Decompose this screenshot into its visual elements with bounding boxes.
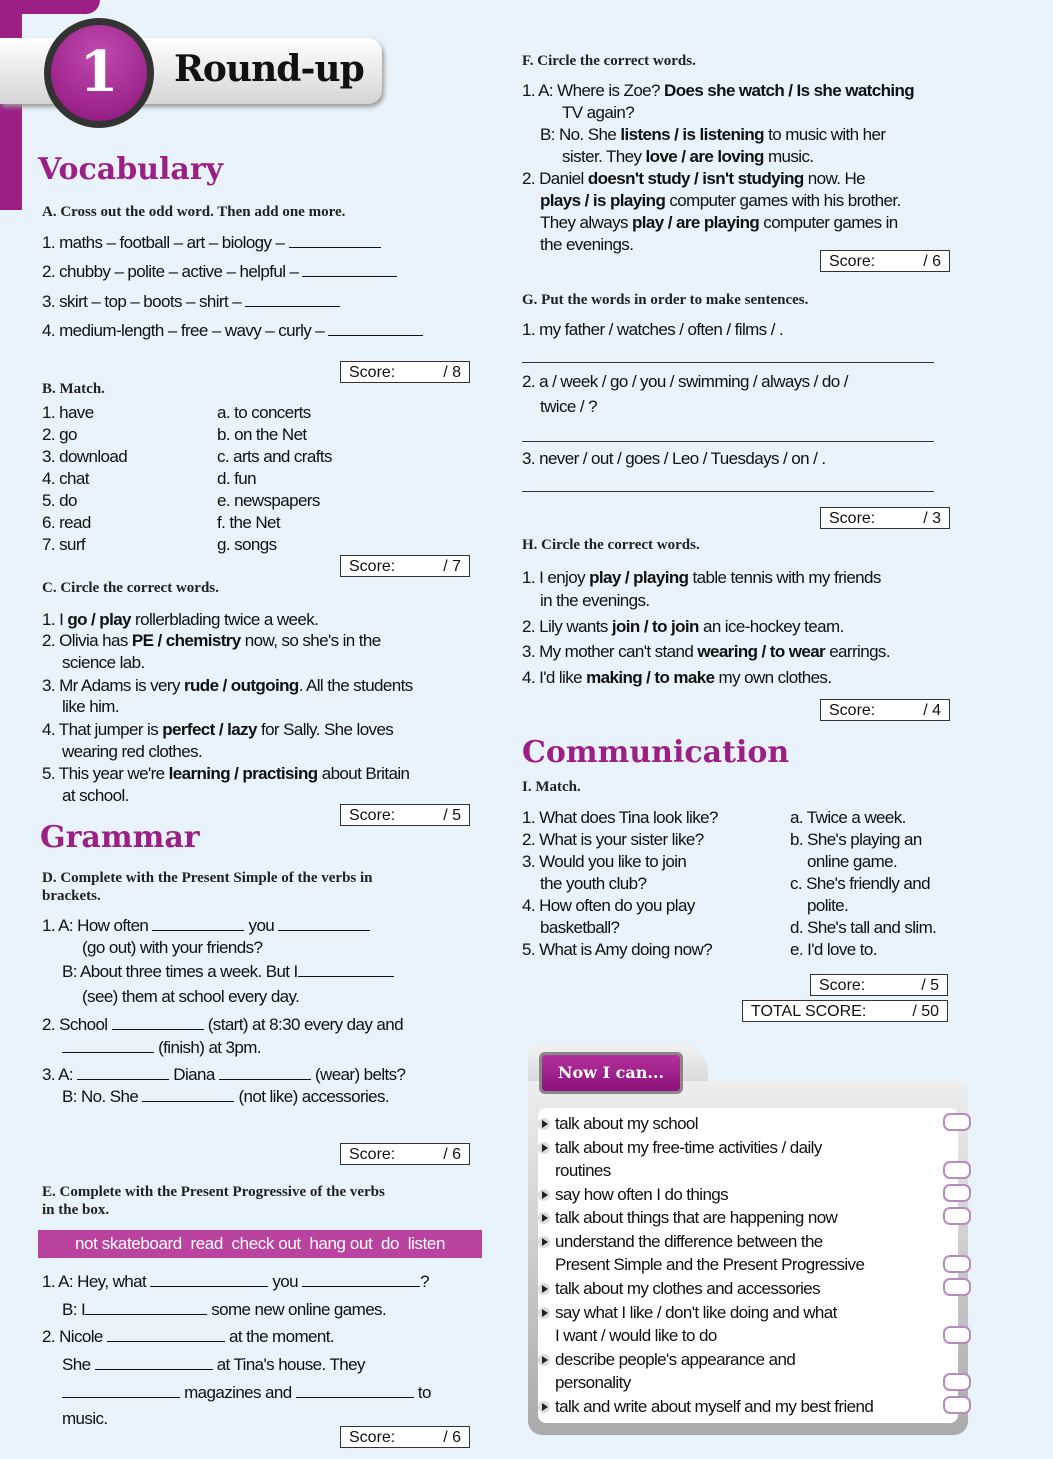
text-segment: you	[272, 1272, 298, 1291]
bullet-arrow-icon	[538, 1118, 550, 1130]
exercise-f-line	[540, 212, 898, 234]
bullet-arrow-icon	[538, 1307, 550, 1319]
text-segment: say how often I do things	[555, 1185, 729, 1204]
exercise-f-line: the evenings.	[540, 235, 634, 254]
exercise-e-item	[62, 1382, 431, 1404]
section-title-grammar: Grammar	[40, 820, 200, 855]
score-value: / 5	[443, 807, 461, 824]
match-right-column	[790, 807, 936, 961]
match-item: 5. do	[42, 491, 77, 510]
text-segment: earrings.	[825, 642, 890, 661]
exercise-g-item: 2. a / week / go / you / swimming / always / do /	[522, 372, 848, 391]
answer: online game.	[807, 852, 898, 871]
word-choice[interactable]: join / to join	[611, 617, 699, 636]
text-segment: talk and write about myself and my best friend	[555, 1397, 874, 1416]
text-segment: They always	[540, 213, 633, 232]
exercise-c-item	[42, 719, 393, 741]
match-option: e. newspapers	[217, 491, 320, 510]
score-label: Score:	[349, 364, 396, 381]
score-value: / 4	[923, 702, 941, 719]
answer-blank[interactable]	[62, 1383, 180, 1398]
match-option: b. on the Net	[217, 425, 307, 444]
exercise-h-item	[522, 641, 890, 663]
checkbox[interactable]	[943, 1326, 971, 1344]
text-segment: 4. That jumper is	[42, 720, 163, 739]
score-value: / 6	[443, 1429, 461, 1446]
word-choice[interactable]: PE / chemistry	[131, 631, 241, 650]
answer-blank[interactable]	[219, 1065, 311, 1080]
answer: c. She's friendly and	[790, 874, 930, 893]
text-segment: 3. A:	[42, 1065, 74, 1084]
score-label: Score:	[819, 977, 866, 994]
text-segment: B: No. She	[62, 1087, 139, 1106]
answer-blank[interactable]	[150, 1272, 268, 1287]
text-segment: (start) at 8:30 every day and	[207, 1015, 403, 1034]
question: 2. What is your sister like?	[522, 830, 704, 849]
text-segment: in the box.	[42, 1202, 110, 1218]
item-text: 3. skirt – top – boots – shirt –	[42, 292, 246, 311]
answer-blank[interactable]	[85, 1300, 207, 1315]
exercise-a-heading: A. Cross out the odd word. Then add one more.	[42, 204, 346, 220]
text-segment: say what I like / don't like doing and what	[555, 1303, 837, 1322]
item-continuation: wearing red clothes.	[62, 742, 203, 761]
exercise-d-item	[42, 915, 370, 937]
exercise-f-line	[540, 190, 901, 212]
text-segment: talk about my school	[555, 1114, 698, 1133]
answer-line[interactable]	[522, 491, 934, 492]
item-text: 2. chubby – polite – active – helpful –	[42, 262, 303, 281]
item-continuation: (go out) with your friends?	[82, 938, 263, 957]
checklist-item	[538, 1231, 823, 1253]
bullet-arrow-icon	[538, 1212, 550, 1224]
text-segment: ?	[420, 1272, 429, 1291]
score-value: / 3	[923, 510, 941, 527]
item-continuation: twice / ?	[540, 397, 597, 416]
score-value: / 7	[443, 558, 461, 575]
text-segment: 2. Daniel	[522, 169, 588, 188]
match-option: f. the Net	[217, 513, 280, 532]
answer: d. She's tall and slim.	[790, 918, 937, 937]
item-continuation: at school.	[62, 786, 129, 805]
exercise-h-item	[522, 616, 844, 638]
text-segment: 1. A: Hey, what	[42, 1272, 147, 1291]
match-left-column	[42, 402, 127, 556]
word-choice[interactable]: wearing / to wear	[697, 642, 826, 661]
exercise-e-heading	[42, 1183, 385, 1219]
bullet-arrow-icon	[538, 1236, 550, 1248]
text-segment: music.	[763, 147, 814, 166]
answer: a. Twice a week.	[790, 808, 906, 827]
word-choice[interactable]: play / playing	[589, 568, 689, 587]
text-segment: 1. A: How often	[42, 916, 149, 935]
question: 3. Would you like to join	[522, 852, 687, 871]
bullet-arrow-icon	[538, 1189, 550, 1201]
exercise-d-heading	[42, 869, 373, 905]
match-item: 7. surf	[42, 535, 86, 554]
text-segment: to music with her	[763, 125, 886, 144]
question: 1. What does Tina look like?	[522, 808, 718, 827]
item-continuation: science lab.	[62, 653, 145, 672]
answer: e. I'd love to.	[790, 940, 877, 959]
score-label: Score:	[829, 702, 876, 719]
score-value: / 6	[923, 253, 941, 270]
checkbox[interactable]	[943, 1278, 971, 1296]
checklist-item	[538, 1396, 873, 1418]
exercise-c-heading: C. Circle the correct words.	[42, 580, 219, 596]
text-segment: computer games in	[759, 213, 898, 232]
text-segment: 1. I	[42, 610, 68, 629]
word-choice[interactable]: listens / is listening	[620, 125, 764, 144]
exercise-d-item	[42, 1064, 405, 1086]
text-segment: some new online games.	[211, 1300, 387, 1319]
word-choice[interactable]: play / are playing	[632, 213, 760, 232]
answer-blank[interactable]	[107, 1327, 225, 1342]
text-segment: 3. My mother can't stand	[522, 642, 698, 661]
text-segment: 2. Olivia has	[42, 631, 132, 650]
answer-blank[interactable]	[289, 233, 381, 248]
total-score-value: / 50	[912, 1003, 939, 1020]
score-box-d	[340, 1143, 470, 1165]
score-label: Score:	[829, 510, 876, 527]
exercise-i-heading: I. Match.	[522, 779, 581, 795]
text-segment: talk about things that are happening now	[555, 1208, 838, 1227]
text-segment: magazines and	[184, 1383, 292, 1402]
match-item: 4. chat	[42, 469, 89, 488]
exercise-f-heading: F. Circle the correct words.	[522, 53, 696, 69]
match-item: 3. download	[42, 447, 128, 466]
exercise-c-item	[42, 763, 409, 785]
text-segment: sister. They	[562, 147, 646, 166]
exercise-e-item	[62, 1299, 386, 1321]
match-left-column	[522, 807, 718, 961]
bullet-arrow-icon	[538, 1142, 550, 1154]
exercise-g-heading: G. Put the words in order to make sentences.	[522, 292, 809, 308]
exercise-a-item	[42, 291, 340, 313]
score-box-b	[340, 555, 470, 577]
text-segment: She	[62, 1355, 91, 1374]
text-segment: brackets.	[42, 888, 101, 904]
text-segment: an ice-hockey team.	[698, 617, 844, 636]
text-segment: B: I	[62, 1300, 86, 1319]
text-segment: 1. I enjoy	[522, 568, 590, 587]
exercise-c-item	[42, 630, 381, 652]
item-continuation: music.	[62, 1409, 108, 1428]
word-box: not skateboard read check out hang out do listen	[38, 1230, 482, 1258]
exercise-g-item: 1. my father / watches / often / films / .	[522, 320, 784, 339]
score-box-a	[340, 361, 470, 383]
word-choice[interactable]: go / play	[67, 610, 131, 629]
exercise-d-item	[62, 1086, 389, 1108]
text-segment: at the moment.	[229, 1327, 334, 1346]
text-segment: for Sally. She loves	[256, 720, 394, 739]
score-box-h	[820, 699, 950, 721]
match-option: g. songs	[217, 535, 277, 554]
match-item: 6. read	[42, 513, 91, 532]
exercise-b-heading: B. Match.	[42, 381, 105, 397]
text-segment: B: About three times a week. But I	[62, 962, 298, 981]
purple-corner-top	[0, 0, 100, 14]
question: basketball?	[540, 918, 620, 937]
text-segment: 5. This year we're	[42, 764, 169, 783]
checklist-item	[538, 1207, 837, 1229]
text-segment: D. Complete with the Present Simple of the verbs in	[42, 870, 373, 886]
question: 4. How often do you play	[522, 896, 695, 915]
score-box-i	[810, 974, 948, 996]
exercise-f-line	[562, 146, 813, 168]
exercise-a-item	[42, 261, 397, 283]
exercise-h-item	[522, 567, 881, 589]
section-title-communication: Communication	[522, 735, 790, 770]
exercise-f-line	[522, 168, 865, 190]
checkbox[interactable]	[943, 1184, 971, 1202]
total-score-box	[742, 1000, 948, 1022]
bullet-arrow-icon	[538, 1401, 550, 1413]
item-continuation: in the evenings.	[540, 591, 650, 610]
checklist-item	[538, 1278, 820, 1300]
text-segment: 2. Nicole	[42, 1327, 103, 1346]
score-value: / 8	[443, 364, 461, 381]
text-segment: rollerblading twice a week.	[130, 610, 319, 629]
checklist-item	[538, 1137, 822, 1159]
text-segment: at Tina's house. They	[216, 1355, 365, 1374]
unit-number-badge: 1	[44, 18, 154, 128]
text-segment: now, so she's in the	[240, 631, 381, 650]
score-label: Score:	[829, 253, 876, 270]
checklist-item	[538, 1349, 795, 1371]
answer-blank[interactable]	[298, 962, 394, 977]
match-right-column	[217, 402, 332, 556]
answer-line[interactable]	[522, 362, 934, 363]
item-continuation: I want / would like to do	[555, 1326, 717, 1345]
answer-blank[interactable]	[296, 1383, 414, 1398]
exercise-e-item	[42, 1326, 334, 1348]
match-item: 1. have	[42, 403, 94, 422]
question: 5. What is Amy doing now?	[522, 940, 713, 959]
answer-blank[interactable]	[142, 1087, 234, 1102]
item-continuation: personality	[555, 1373, 631, 1392]
checkbox[interactable]	[943, 1255, 971, 1273]
exercise-c-item	[42, 675, 413, 697]
checklist-item	[538, 1113, 698, 1135]
checklist-item	[538, 1184, 728, 1206]
checkbox[interactable]	[943, 1207, 971, 1225]
score-value: / 5	[921, 977, 939, 994]
match-item: 2. go	[42, 425, 77, 444]
exercise-d-item	[42, 1014, 403, 1036]
text-segment: understand the difference between the	[555, 1232, 823, 1251]
item-text: 4. medium-length – free – wavy – curly –	[42, 321, 329, 340]
match-option: a. to concerts	[217, 403, 311, 422]
item-continuation: routines	[555, 1161, 611, 1180]
answer-blank[interactable]	[302, 262, 397, 277]
exercise-e-item	[62, 1354, 365, 1376]
word-choice[interactable]: learning / practising	[168, 764, 318, 783]
question: the youth club?	[540, 874, 647, 893]
now-i-can-title: Now I can...	[542, 1055, 680, 1091]
text-segment: about Britain	[317, 764, 410, 783]
word-choice[interactable]: plays / is playing	[540, 191, 666, 210]
word-choice[interactable]: making / to make	[586, 668, 715, 687]
total-score-label: TOTAL SCORE:	[751, 1003, 867, 1020]
exercise-f-line	[522, 80, 914, 102]
text-segment: talk about my free-time activities / daily	[555, 1138, 822, 1157]
text-segment: (wear) belts?	[314, 1065, 406, 1084]
exercise-a-item	[42, 232, 381, 254]
exercise-f-line: TV again?	[562, 103, 635, 122]
match-option: d. fun	[217, 469, 256, 488]
word-choice[interactable]: perfect / lazy	[162, 720, 257, 739]
score-box-c	[340, 804, 470, 826]
text-segment: . All the students	[298, 676, 413, 695]
checklist-item	[538, 1302, 837, 1324]
exercise-a-item	[42, 320, 423, 342]
answer-blank[interactable]	[278, 916, 370, 931]
item-continuation: Present Simple and the Present Progressive	[555, 1255, 865, 1274]
bullet-arrow-icon	[538, 1283, 550, 1295]
answer: polite.	[807, 896, 849, 915]
page-title: Round-up	[174, 48, 364, 90]
text-segment: 4. I'd like	[522, 668, 587, 687]
answer-blank[interactable]	[152, 916, 244, 931]
answer-blank[interactable]	[77, 1065, 169, 1080]
answer-blank[interactable]	[95, 1355, 213, 1370]
text-segment: (finish) at 3pm.	[158, 1038, 261, 1057]
word-choice[interactable]: Does she watch / Is she watching	[664, 81, 915, 100]
score-box-f	[820, 250, 950, 272]
text-segment: 1. A: Where is Zoe?	[522, 81, 665, 100]
score-label: Score:	[349, 807, 396, 824]
purple-corner-decoration	[0, 0, 22, 210]
text-segment: 2. School	[42, 1015, 108, 1034]
answer-blank[interactable]	[245, 292, 340, 307]
text-segment: 3. Mr Adams is very	[42, 676, 184, 695]
word-choice[interactable]: love / are loving	[645, 147, 764, 166]
exercise-d-item	[62, 1037, 261, 1059]
score-box-e	[340, 1426, 470, 1448]
bullet-arrow-icon	[538, 1354, 550, 1366]
exercise-f-line	[540, 124, 885, 146]
answer-blank[interactable]	[62, 1038, 154, 1053]
text-segment: now. He	[803, 169, 866, 188]
answer: b. She's playing an	[790, 830, 922, 849]
text-segment: talk about my clothes and accessories	[555, 1279, 821, 1298]
text-segment: computer games with his brother.	[665, 191, 901, 210]
section-title-vocabulary: Vocabulary	[38, 152, 224, 187]
score-label: Score:	[349, 558, 396, 575]
exercise-d-item	[62, 961, 394, 983]
answer-line[interactable]	[522, 441, 934, 442]
exercise-g-item: 3. never / out / goes / Leo / Tuesdays / on / .	[522, 449, 826, 468]
text-segment: B: No. She	[540, 125, 621, 144]
text-segment: to	[417, 1383, 431, 1402]
text-segment: E. Complete with the Present Progressive of the verbs	[42, 1184, 385, 1200]
exercise-e-item	[42, 1271, 429, 1293]
word-choice[interactable]: rude / outgoing	[183, 676, 299, 695]
score-label: Score:	[349, 1146, 396, 1163]
checkbox[interactable]	[943, 1396, 971, 1414]
text-segment: 2. Lily wants	[522, 617, 612, 636]
text-segment: describe people's appearance and	[555, 1350, 796, 1369]
exercise-c-item	[42, 609, 318, 631]
text-segment: you	[248, 916, 275, 935]
text-segment: (not like) accessories.	[238, 1087, 390, 1106]
answer-blank[interactable]	[112, 1015, 204, 1030]
score-box-g	[820, 507, 950, 529]
score-label: Score:	[349, 1429, 396, 1446]
checkbox[interactable]	[943, 1373, 971, 1391]
text-segment: Diana	[173, 1065, 215, 1084]
answer-blank[interactable]	[328, 321, 423, 336]
checkbox[interactable]	[943, 1161, 971, 1179]
text-segment: my own clothes.	[714, 668, 832, 687]
item-text: 1. maths – football – art – biology –	[42, 233, 289, 252]
score-value: / 6	[443, 1146, 461, 1163]
exercise-h-item	[522, 667, 831, 689]
word-choice[interactable]: doesn't study / isn't studying	[587, 169, 804, 188]
item-continuation: (see) them at school every day.	[82, 987, 300, 1006]
checkbox[interactable]	[943, 1113, 971, 1131]
item-continuation: like him.	[62, 697, 119, 716]
exercise-h-heading: H. Circle the correct words.	[522, 537, 700, 553]
match-option: c. arts and crafts	[217, 447, 332, 466]
text-segment: table tennis with my friends	[688, 568, 881, 587]
now-i-can-panel	[528, 1043, 968, 1435]
answer-blank[interactable]	[302, 1272, 420, 1287]
